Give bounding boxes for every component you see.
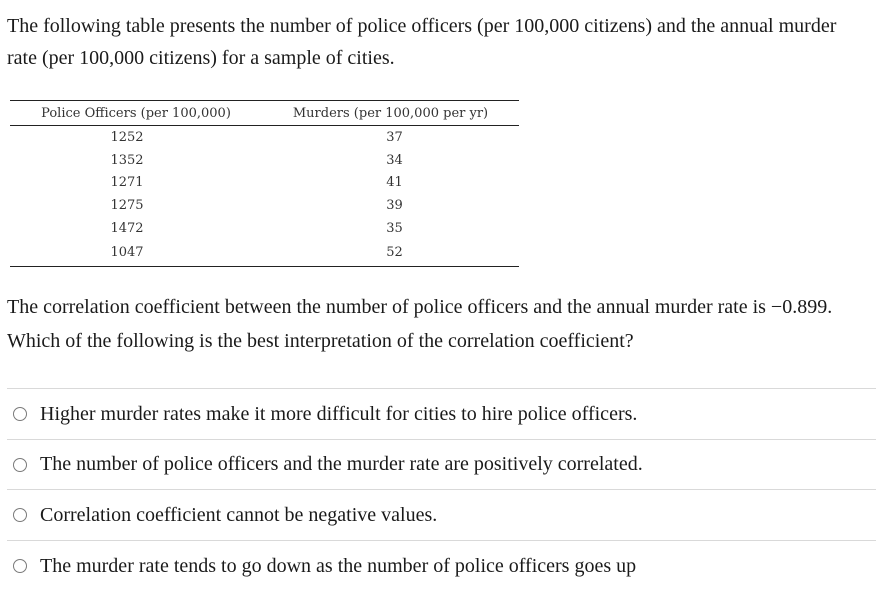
table-cell-murders: 35 <box>386 221 403 237</box>
answer-options <box>7 388 876 591</box>
table-cell-murders: 34 <box>386 152 403 168</box>
table-cell-police-officers: 1271 <box>110 175 144 191</box>
answer-option-label: Higher murder rates make it more difficult for cities to hire police officers. <box>40 402 638 425</box>
radio-button[interactable] <box>13 508 27 522</box>
radio-button[interactable] <box>13 559 27 573</box>
table-cell-murders: 52 <box>386 245 403 261</box>
table-cell-police-officers: 1352 <box>110 152 144 168</box>
answer-option-3[interactable] <box>7 489 876 540</box>
table-cell-police-officers: 1252 <box>110 129 144 145</box>
answer-option-label: Correlation coefficient cannot be negative values. <box>40 503 438 526</box>
radio-button[interactable] <box>13 458 27 472</box>
answer-option-label: The number of police officers and the murder rate are positively correlated. <box>40 453 643 475</box>
radio-button[interactable] <box>13 407 27 421</box>
table-row <box>10 194 519 217</box>
table-cell-murders: 41 <box>386 175 403 191</box>
column-header-murders: Murders (per 100,000 per yr) <box>292 105 489 121</box>
table-cell-murders: 39 <box>386 198 403 214</box>
table-cell-police-officers: 1047 <box>110 245 144 261</box>
column-header-police-officers: Police Officers (per 100,000) <box>41 105 231 121</box>
table-row <box>10 149 519 172</box>
table-row <box>10 217 519 240</box>
question-text: The correlation coefficient between the number of police officers and the annual murder rate is −0.899. Which of the following is the best interpretation of the correlation coefficient? <box>7 296 833 352</box>
answer-option-4[interactable] <box>7 540 876 591</box>
table-row <box>10 126 519 149</box>
data-table <box>10 100 519 267</box>
table-row <box>10 240 519 267</box>
table-row <box>10 172 519 195</box>
answer-option-label: The murder rate tends to go down as the number of police officers goes up <box>40 554 637 577</box>
answer-option-1[interactable] <box>7 388 876 439</box>
answer-option-2[interactable] <box>7 439 876 489</box>
table-header-row <box>10 101 519 126</box>
intro-text: The following table presents the number of police officers (per 100,000 citizens) and the annual murder rate (per 100,000 citizens) for a sample of cities. <box>7 15 837 69</box>
table-cell-murders: 37 <box>386 129 403 145</box>
table-cell-police-officers: 1275 <box>110 198 144 214</box>
table-cell-police-officers: 1472 <box>110 221 144 237</box>
